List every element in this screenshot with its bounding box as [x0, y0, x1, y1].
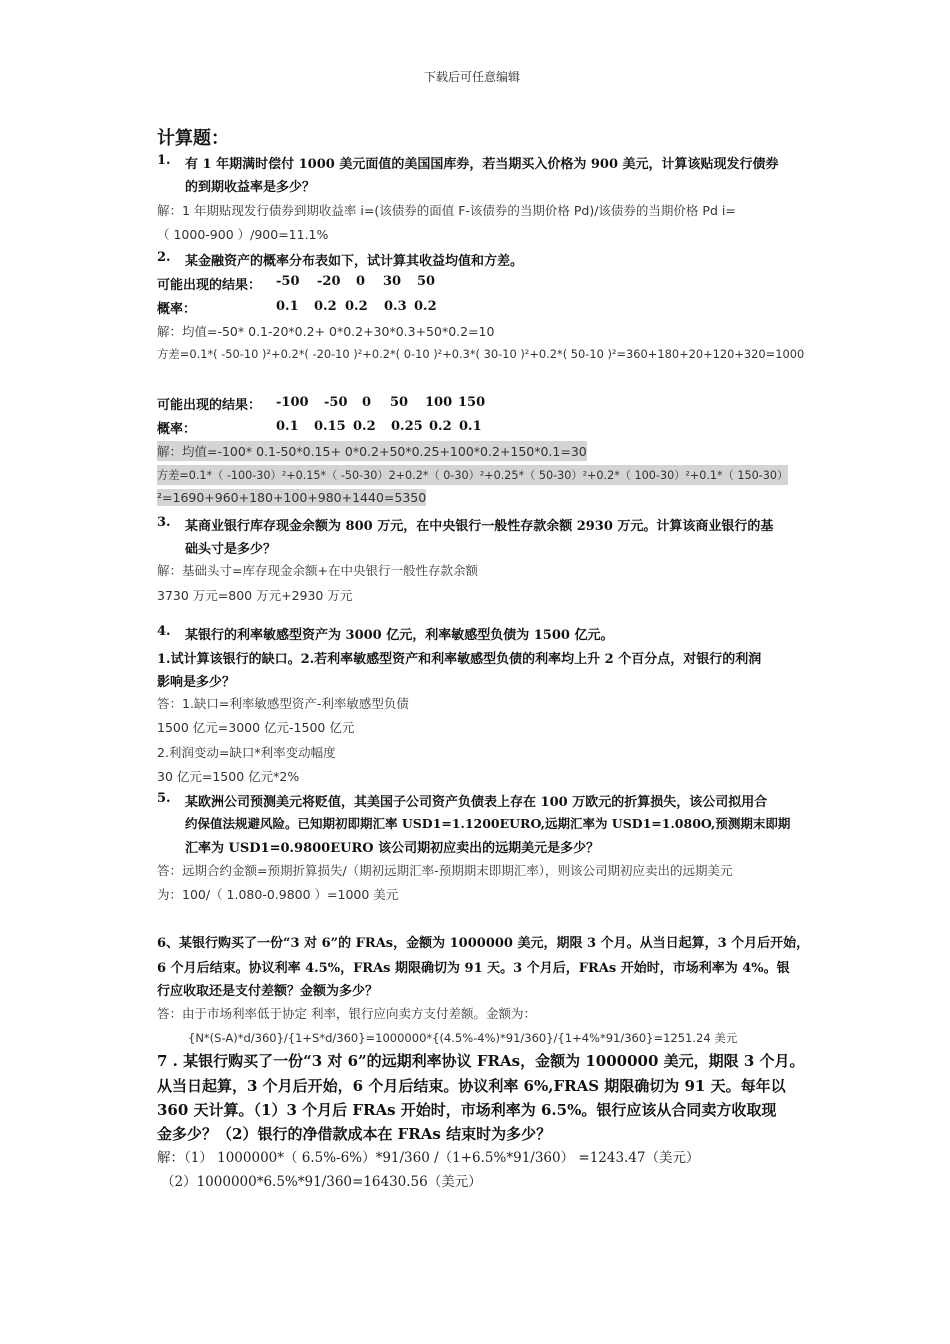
q2-table2-prob-label: 概率：	[157, 422, 197, 437]
page-header: 下载后可任意编辑	[424, 70, 521, 84]
q3-answer-line2: 3730 万元=800 万元+2930 万元	[157, 588, 353, 603]
q2-table2-outcome-3: 0	[362, 395, 372, 410]
q2-table2-variance-line2: ²=1690+960+180+100+980+1440=5350	[157, 490, 427, 505]
q2-table1-outcome-1: -50	[276, 274, 300, 289]
q2-table1-variance: 方差=0.1*( -50-10 )²+0.2*( -20-10 )²+0.2*( 0-10 )²+0.3*( 30-10 )²+0.2*( 50-10 )²=360+180+20+120+320=1000	[157, 347, 805, 361]
q2-table2-prob-4: 0.25	[391, 419, 423, 434]
q2-table2-outcome-2: -50	[324, 395, 348, 410]
q2-table1-outcome-5: 50	[417, 274, 436, 289]
q5-line3: 汇率为 USD1=0.9800EURO 该公司期初应卖出的远期美元是多少？	[185, 841, 600, 856]
q1-answer-line2: （ 1000-900 ）/900=11.1%	[157, 227, 329, 242]
q1-number: 1.	[157, 153, 171, 168]
q5-answer-line1: 答：远期合约金额=预期折算损失/（期初远期汇率-预期期末即期汇率），则该公司期初应卖出的远期美元	[157, 863, 733, 878]
q5-line1: 某欧洲公司预测美元将贬值，其美国子公司资产负债表上存在 100 万欧元的折算损失，该公司拟用合	[185, 795, 768, 810]
q3-line2: 础头寸是多少？	[185, 542, 277, 557]
q2-table2-prob-2: 0.15	[314, 419, 346, 434]
q2-table2-outcome-1: -100	[276, 395, 309, 410]
q1-line2: 的到期收益率是多少？	[185, 180, 316, 195]
q3-number: 3.	[157, 515, 171, 530]
q6-answer-line1: 答：由于市场利率低于协定 利率，银行应向卖方支付差额。金额为：	[157, 1006, 536, 1021]
q2-table2-prob-6: 0.1	[459, 419, 482, 434]
q2-number: 2.	[157, 250, 171, 265]
q4-answer-line2: 1500 亿元=3000 亿元-1500 亿元	[157, 720, 355, 735]
q2-table2-prob-5: 0.2	[429, 419, 452, 434]
q2-table1-outcome-2: -20	[317, 274, 341, 289]
q4-number: 4.	[157, 624, 171, 639]
q2-table2-outcome-4: 50	[390, 395, 409, 410]
q5-number: 5.	[157, 791, 171, 806]
q1-line1: 有 1 年期满时偿付 1000 美元面值的美国国库券，若当期买入价格为 900 美元，计算该贴现发行债券	[185, 157, 779, 172]
q2-table1-prob-1: 0.1	[276, 299, 299, 314]
q2-table2-outcome-6: 150	[458, 395, 486, 410]
q2-table2-prob-3: 0.2	[353, 419, 376, 434]
q2-table2-outcome-label: 可能出现的结果：	[157, 398, 262, 413]
q6-answer-line2: {N*(S-A)*d/360}/{1+S*d/360}=1000000*{(4.5%-4%)*91/360}/{1+4%*91/360}=1251.24 美元	[188, 1031, 738, 1045]
q2-table1-outcome-3: 0	[356, 274, 366, 289]
q7-line3: 360 天计算。（1）3 个月后 FRAs 开始时，市场利率为 6.5%。银行应该从合同卖方收取现	[157, 1101, 777, 1119]
q6-line2: 6 个月后结束。协议利率 4.5%，FRAs 期限确切为 91 天。3 个月后，FRAs 开始时，市场利率为 4%。银	[157, 961, 790, 976]
q2-table1-outcome-label: 可能出现的结果：	[157, 278, 262, 293]
q2-table2-mean: 解：均值=-100* 0.1-50*0.15+ 0*0.2+50*0.25+100*0.2+150*0.1=30	[157, 441, 587, 461]
q2-table1-prob-2: 0.2	[314, 299, 337, 314]
q2-table2-variance-line1: 方差=0.1*（ -100-30）²+0.15*（ -50-30）2+0.2*（ 0-30）²+0.25*（ 50-30）²+0.2*（ 100-30）²+0.1*（ 150-30）	[157, 465, 788, 485]
q2-table1-prob-5: 0.2	[414, 299, 437, 314]
q2-table1-outcome-4: 30	[383, 274, 402, 289]
q2-table1-mean: 解：均值=-50* 0.1-20*0.2+ 0*0.2+30*0.3+50*0.2=10	[157, 324, 495, 339]
q2-line1: 某金融资产的概率分布表如下，试计算其收益均值和方差。	[185, 254, 524, 269]
q5-answer-line2: 为：100/（ 1.080-0.9800 ）=1000 美元	[157, 887, 399, 902]
q2-table2-prob-1: 0.1	[276, 419, 299, 434]
q2-table1-prob-4: 0.3	[384, 299, 407, 314]
q4-answer-line1: 答：1.缺口=利率敏感型资产-利率敏感型负债	[157, 696, 409, 711]
q6-line3: 行应收取还是支付差额？金额为多少？	[157, 984, 379, 999]
q4-line3: 影响是多少？	[157, 675, 236, 690]
q4-line2: 1.试计算该银行的缺口。2.若利率敏感型资产和利率敏感型负债的利率均上升 2 个百分点，对银行的利润	[157, 652, 762, 667]
q6-line1: 6、某银行购买了一份“3 对 6”的 FRAs，金额为 1000000 美元，期限 3 个月。从当日起算，3 个月后开始，	[157, 936, 810, 951]
q4-answer-line4: 30 亿元=1500 亿元*2%	[157, 769, 300, 784]
q7-line4: 金多少？（2）银行的净借款成本在 FRAs 结束时为多少？	[157, 1125, 552, 1143]
q2-table1-prob-label: 概率：	[157, 302, 197, 317]
q4-answer-line3: 2.利润变动=缺口*利率变动幅度	[157, 745, 336, 760]
q7-answer-line2: （2）1000000*6.5%*91/360=16430.56（美元）	[161, 1174, 482, 1190]
q3-line1: 某商业银行库存现金余额为 800 万元，在中央银行一般性存款余额 2930 万元。计算该商业银行的基	[185, 519, 774, 534]
q2-table2-outcome-5: 100	[425, 395, 453, 410]
q1-answer-line1: 解：1 年期贴现发行债券到期收益率 i=(该债券的面值 F-该债券的当期价格 Pd)/该债券的当期价格 Pd i=	[157, 203, 736, 218]
q4-line1: 某银行的利率敏感型资产为 3000 亿元，利率敏感型负债为 1500 亿元。	[185, 628, 614, 643]
q7-line2: 从当日起算，3 个月后开始，6 个月后结束。协议利率 6%,FRAS 期限确切为 91 天。每年以	[157, 1077, 786, 1095]
q5-line2: 约保值法规避风险。已知期初即期汇率 USD1=1.1200EURO,远期汇率为 USD1=1.080O,预测期末即期	[185, 816, 791, 831]
q7-answer-line1: 解：（1） 1000000*（ 6.5%-6%）*91/360 /（1+6.5%*91/360） =1243.47（美元）	[157, 1150, 700, 1166]
q2-table1-prob-3: 0.2	[345, 299, 368, 314]
q7-line1: 7 . 某银行购买了一份“3 对 6”的远期利率协议 FRAs，金额为 1000000 美元，期限 3 个月。	[157, 1052, 805, 1070]
section-title: 计算题：	[157, 128, 229, 149]
q3-answer-line1: 解：基础头寸=库存现金余额+在中央银行一般性存款余额	[157, 563, 478, 578]
